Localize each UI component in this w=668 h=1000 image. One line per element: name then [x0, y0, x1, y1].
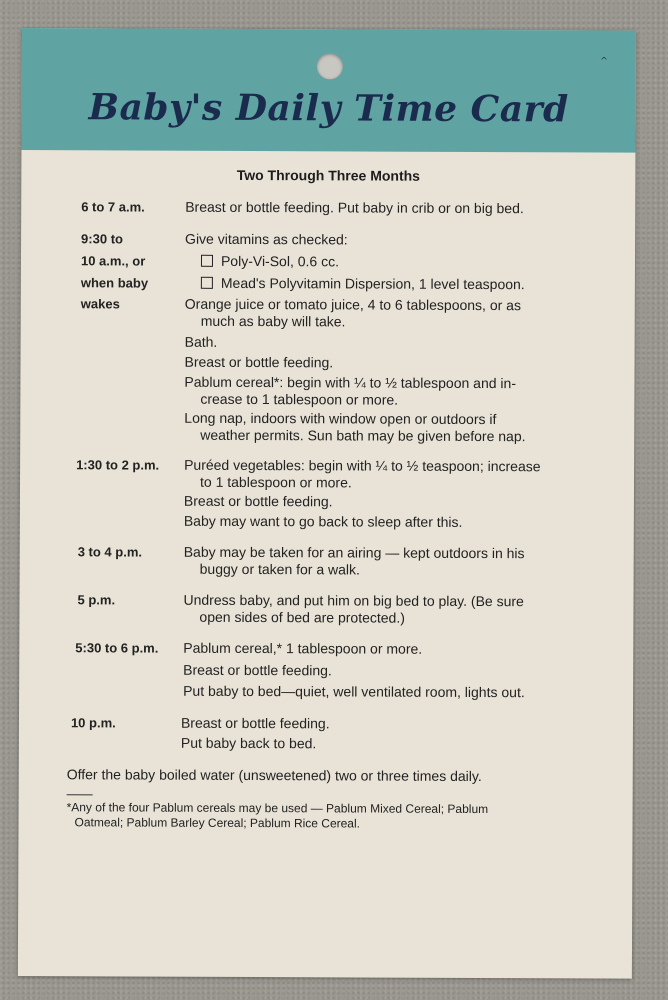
corner-mark: ^	[600, 56, 608, 67]
time-label: 6 to 7 a.m.	[81, 199, 145, 215]
schedule-line: weather permits. Sun bath may be given before nap.	[200, 426, 526, 445]
schedule-line: crease to 1 tablespoon or more.	[200, 390, 399, 408]
schedule-line: Breast or bottle feeding.	[183, 661, 332, 679]
time-label: 10 a.m., or	[80, 253, 146, 269]
schedule-line: Breast or bottle feeding.	[183, 492, 333, 510]
schedule-line: buggy or taken for a walk.	[199, 560, 360, 578]
punch-hole	[317, 53, 343, 79]
footnote-line: Oatmeal; Pablum Barley Cereal; Pablum Rice Cereal.	[74, 815, 361, 831]
checkbox-meads-dispersion[interactable]	[201, 277, 213, 289]
schedule-line: Put baby to bed—quiet, well ventilated room, lights out.	[183, 682, 525, 701]
time-label: when baby	[80, 275, 149, 291]
schedule-line: Puréed vegetables: begin with ¼ to ½ teaspoon; increase	[184, 456, 541, 475]
vitamin-option	[201, 253, 339, 271]
card-header	[21, 28, 636, 153]
schedule-line: Pablum cereal,* 1 tablespoon or more.	[183, 639, 423, 657]
schedule-line: Undress baby, and put him on big bed to play. (Be sure	[183, 591, 524, 610]
card-subtitle: Two Through Three Months	[236, 166, 421, 184]
schedule-line: Pablum cereal*: begin with ¼ to ½ tablespoon and in-	[184, 373, 517, 392]
schedule-line: Long nap, indoors with window open or outdoors if	[184, 409, 497, 428]
schedule-line: Orange juice or tomato juice, 4 to 6 tablespoons, or as	[184, 295, 522, 314]
checkbox-poly-vi-sol[interactable]	[201, 255, 213, 267]
footnote-rule	[67, 794, 93, 795]
schedule-line: Give vitamins as checked:	[185, 230, 348, 248]
schedule-line: Put baby back to bed.	[180, 734, 317, 752]
schedule-line: Breast or bottle feeding. Put baby in crib or on big bed.	[185, 198, 524, 217]
vitamin-option	[201, 275, 525, 293]
time-label: 9:30 to	[81, 231, 124, 247]
time-label: 3 to 4 p.m.	[77, 544, 143, 560]
schedule-line: much as baby will take.	[200, 312, 346, 330]
water-note: Offer the baby boiled water (unsweetened) two or three times daily.	[66, 766, 482, 785]
time-label: 5 p.m.	[77, 592, 116, 608]
footnote-line: *Any of the four Pablum cereals may be used — Pablum Mixed Cereal; Pablum	[66, 800, 489, 817]
schedule-line: Bath.	[184, 333, 218, 350]
schedule-line: open sides of bed are protected.)	[199, 608, 405, 626]
time-label: 1:30 to 2 p.m.	[76, 457, 160, 473]
schedule-line: Baby may be taken for an airing — kept outdoors in his	[183, 543, 525, 562]
schedule-line: Baby may want to go back to sleep after this.	[183, 512, 463, 530]
time-label: 10 p.m.	[70, 715, 116, 731]
schedule-line: Breast or bottle feeding.	[184, 353, 334, 371]
option-label: Poly-Vi-Sol, 0.6 cc.	[220, 252, 340, 270]
schedule-line: to 1 tablespoon or more.	[199, 473, 352, 491]
option-label: Mead's Polyvitamin Dispersion, 1 level teaspoon.	[220, 274, 525, 293]
time-label: wakes	[80, 296, 120, 312]
time-card	[18, 28, 636, 979]
card-title: Baby's Daily Time Card	[88, 86, 569, 131]
time-label: 5:30 to 6 p.m.	[75, 640, 159, 656]
schedule-line: Breast or bottle feeding.	[180, 714, 330, 732]
